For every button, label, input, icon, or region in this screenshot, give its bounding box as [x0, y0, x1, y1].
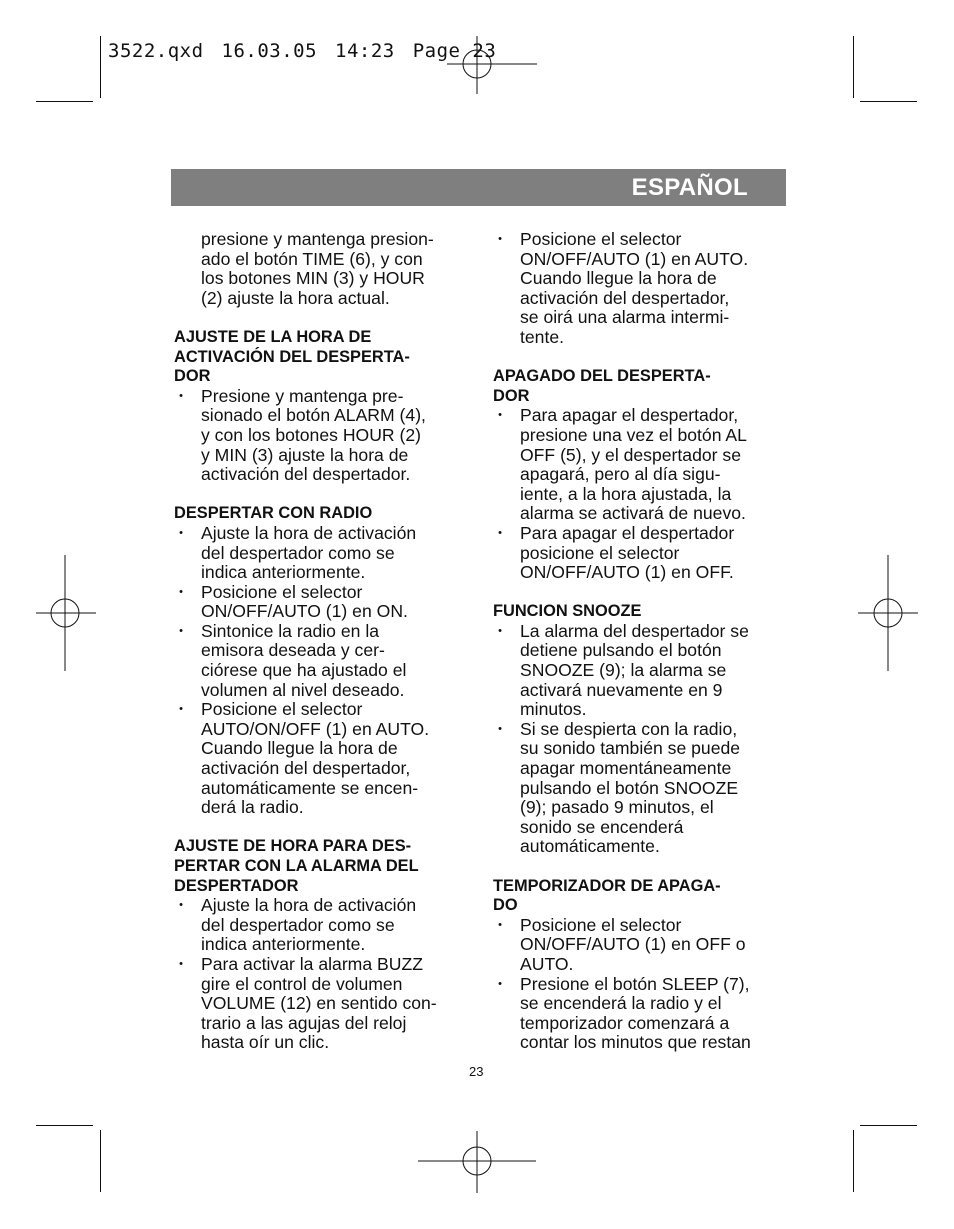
text-line: DESPERTAR CON RADIO [174, 504, 373, 523]
print-slug [108, 40, 496, 62]
list-item [493, 406, 793, 524]
text-line: (9); pasado 9 minutos, el [520, 797, 714, 818]
list-item [174, 622, 474, 700]
bullet-icon: • [498, 233, 502, 245]
text-line: La alarma del despertador se [520, 620, 749, 641]
text-line: sionado el botón ALARM (4), [201, 405, 426, 426]
left-column [174, 230, 474, 1053]
text-line: VOLUME (12) en sentido con- [201, 993, 437, 1014]
text-line: pulsando el botón SNOOZE [520, 777, 739, 798]
bullet-icon: • [179, 703, 183, 716]
text-line: activación del despertador, [520, 287, 730, 308]
language-banner [171, 169, 786, 206]
text-line: se encenderá la radio y el [520, 993, 722, 1014]
text-line: posicione el selector [520, 542, 680, 563]
crop-mark [853, 1130, 854, 1192]
list-item [493, 916, 793, 975]
text-line: Presione el botón SLEEP (7), [520, 973, 750, 994]
language-title: ESPAÑOL [631, 174, 748, 201]
text-line: su sonido también se puede [520, 738, 741, 759]
text-line: DOR [493, 386, 530, 405]
text-line: PERTAR CON LA ALARMA DEL [174, 857, 419, 875]
text-line: apagará, pero al día sigu- [520, 464, 721, 485]
text-line: Sintonice la radio en la [201, 620, 380, 641]
bullet-icon: • [498, 409, 502, 422]
text-line: detiene pulsando el botón [520, 640, 722, 661]
section-heading [174, 328, 474, 387]
section-sleep-timer [493, 877, 793, 1053]
text-line: gire el control de volumen [201, 973, 403, 994]
text-line: Posicione el selector [201, 699, 363, 720]
text-line: se oirá una alarma intermi- [520, 307, 730, 328]
text-line: TEMPORIZADOR DE APAGA- [493, 876, 721, 895]
text-line: activación del despertador, [201, 758, 411, 779]
text-line: contar los minutos que restan [520, 1032, 751, 1053]
text-line: activará nuevamente en 9 [520, 679, 723, 700]
text-line: APAGADO DEL DESPERTA- [493, 367, 711, 386]
text-line: sonido se encenderá [520, 816, 684, 837]
text-line: derá la radio. [201, 797, 304, 818]
bullet-icon: • [179, 899, 183, 912]
list-item [174, 583, 474, 622]
text-line: Para activar la alarma BUZZ [201, 953, 423, 974]
text-line: trario a las agujas del reloj [201, 1012, 407, 1033]
text-line: presione una vez el botón AL [520, 424, 747, 445]
text-line: Cuando llegue la hora de [201, 738, 398, 759]
text-line: Cuando llegue la hora de [520, 268, 717, 289]
slug-time: 14:23 [335, 40, 395, 62]
crop-mark [853, 36, 854, 98]
bullet-icon: • [498, 526, 502, 539]
text-line: ciórese que ha ajustado el [201, 660, 407, 681]
text-line: ON/OFF/AUTO (1) en OFF o [520, 934, 746, 955]
text-line: automáticamente. [520, 836, 660, 857]
section-heading [493, 602, 793, 622]
text-line: apagar momentáneamente [520, 758, 732, 779]
list-item [493, 720, 793, 857]
slug-file: 3522.qxd [108, 40, 204, 62]
text-line: Si se despierta con la radio, [520, 718, 738, 739]
text-line: ACTIVACIÓN DEL DESPERTA- [174, 347, 410, 366]
bullet-icon: • [498, 624, 502, 637]
text-line: Posicione el selector [520, 914, 682, 935]
text-line: los botones MIN (3) y HOUR [201, 268, 425, 289]
list-item [493, 230, 793, 348]
text-line: presione y mantenga presion- [201, 229, 434, 249]
text-line: ON/OFF/AUTO (1) en AUTO. [520, 248, 749, 269]
text-line: DESPERTADOR [174, 876, 299, 895]
text-line: emisora deseada y cer- [201, 640, 385, 661]
slug-date: 16.03.05 [221, 40, 318, 62]
text-line: ON/OFF/AUTO (1) en OFF. [520, 562, 734, 583]
registration-mark-icon [858, 555, 918, 671]
bullet-icon: • [498, 977, 502, 990]
text-line: AUTO/ON/OFF (1) en AUTO. [201, 718, 430, 739]
section-buzz-alarm [174, 837, 474, 1053]
text-line: Ajuste la hora de activación [201, 895, 417, 916]
text-line: iente, a la hora ajustada, la [520, 483, 732, 504]
list-item [174, 896, 474, 955]
text-line: temporizador comenzará a [520, 1012, 730, 1033]
right-column [493, 230, 793, 1053]
list-item [174, 524, 474, 583]
text-line: (2) ajuste la hora actual. [201, 287, 390, 308]
text-line: Posicione el selector [520, 229, 682, 249]
intro-paragraph [174, 230, 474, 308]
text-line: ON/OFF/AUTO (1) en ON. [201, 601, 408, 622]
registration-mark-icon [447, 36, 537, 96]
bullet-icon: • [498, 722, 502, 735]
list-item [174, 387, 474, 485]
bullet-icon: • [179, 526, 183, 539]
text-line: FUNCION SNOOZE [493, 602, 642, 621]
section-alarm-time [174, 328, 474, 485]
bullet-icon: • [179, 389, 183, 402]
text-line: y MIN (3) ajuste la hora de [201, 444, 409, 465]
text-line: indica anteriormente. [201, 562, 366, 583]
text-line: AJUSTE DE HORA PARA DES- [174, 837, 412, 856]
crop-mark [36, 1125, 93, 1126]
list-item [493, 524, 793, 583]
page-number: 23 [469, 1064, 484, 1079]
text-line: alarma se activará de nuevo. [520, 503, 746, 524]
crop-mark [36, 101, 93, 102]
list-item [493, 975, 793, 1053]
section-alarm-off [493, 367, 793, 583]
bullet-icon: • [179, 957, 183, 970]
section-wake-radio [174, 504, 474, 818]
registration-mark-icon [418, 1131, 536, 1193]
section-snooze [493, 602, 793, 857]
text-line: minutos. [520, 699, 587, 720]
crop-mark [100, 36, 101, 98]
crop-mark [100, 1130, 101, 1192]
text-line: del despertador como se [201, 914, 395, 935]
section-heading [493, 877, 793, 916]
list-item [174, 700, 474, 818]
text-line: DOR [174, 367, 211, 386]
bullet-icon: • [179, 624, 183, 637]
list-item [493, 622, 793, 720]
text-line: tente. [520, 326, 565, 347]
section-heading [174, 837, 474, 896]
text-line: DO [493, 896, 518, 915]
bullet-icon: • [498, 918, 502, 931]
list-item [174, 955, 474, 1053]
text-line: AJUSTE DE LA HORA DE [174, 327, 372, 346]
section-heading [493, 367, 793, 406]
text-line: automáticamente se encen- [201, 777, 419, 798]
crop-mark [860, 1125, 917, 1126]
text-line: volumen al nivel deseado. [201, 679, 405, 700]
text-line: OFF (5), y el despertador se [520, 444, 741, 465]
crop-mark [860, 101, 917, 102]
text-line: SNOOZE (9); la alarma se [520, 660, 727, 681]
text-line: del despertador como se [201, 542, 395, 563]
section-heading [174, 504, 474, 524]
text-line: AUTO. [520, 953, 574, 974]
text-line: Presione y mantenga pre- [201, 385, 404, 406]
text-line: hasta oír un clic. [201, 1032, 330, 1053]
slug-page: Page 23 [412, 40, 497, 62]
bullet-icon: • [179, 585, 183, 598]
text-line: indica anteriormente. [201, 934, 366, 955]
text-line: Posicione el selector [201, 581, 363, 602]
text-line: ado el botón TIME (6), y con [201, 248, 423, 269]
text-line: Para apagar el despertador [520, 522, 735, 543]
text-line: y con los botones HOUR (2) [201, 424, 422, 445]
text-line: Ajuste la hora de activación [201, 522, 417, 543]
registration-mark-icon [36, 555, 96, 671]
text-line: Para apagar el despertador, [520, 405, 739, 426]
text-line: activación del despertador. [201, 464, 411, 485]
